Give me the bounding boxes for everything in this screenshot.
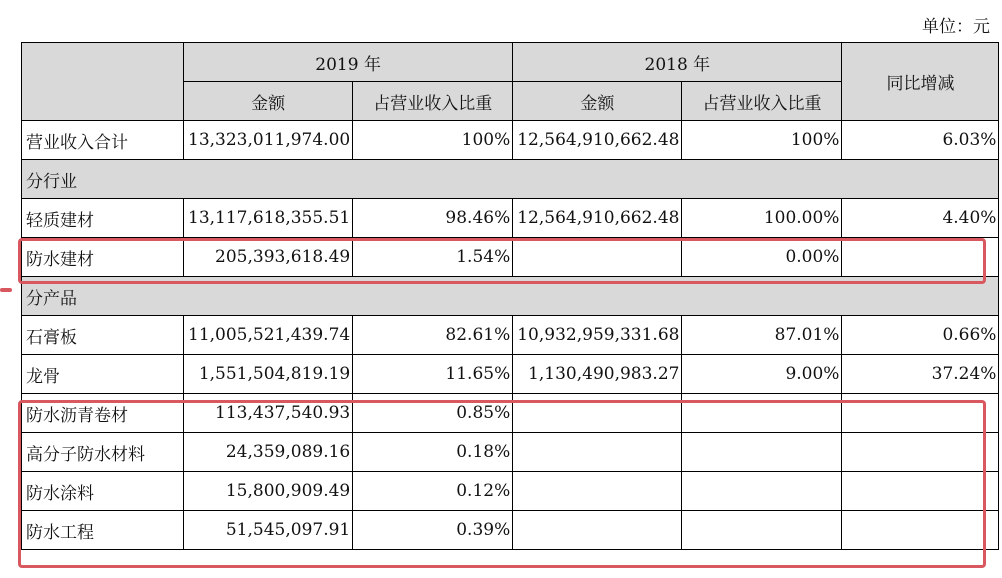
segment-row-industry bbox=[22, 160, 999, 199]
ratio-2019: 1.54% bbox=[353, 238, 513, 277]
ratio-2019: 100% bbox=[353, 121, 513, 160]
table-row bbox=[22, 511, 999, 550]
amount-2018 bbox=[513, 511, 682, 550]
amount-2018: 12,564,910,662.48 bbox=[513, 121, 682, 160]
header-yoy: 同比增减 bbox=[842, 43, 999, 121]
yoy-change bbox=[842, 433, 999, 472]
header-2019: 2019 年 bbox=[184, 43, 513, 82]
yoy-change bbox=[842, 511, 999, 550]
amount-2018 bbox=[513, 472, 682, 511]
table-row bbox=[22, 472, 999, 511]
highlight-marker bbox=[0, 288, 12, 292]
yoy-change: 37.24% bbox=[842, 355, 999, 394]
header-amount-2018: 金额 bbox=[513, 82, 682, 121]
row-label: 龙骨 bbox=[22, 355, 184, 394]
amount-2019: 13,323,011,974.00 bbox=[184, 121, 353, 160]
amount-2018 bbox=[513, 433, 682, 472]
table-row bbox=[22, 121, 999, 160]
row-label: 轻质建材 bbox=[22, 199, 184, 238]
ratio-2019: 11.65% bbox=[353, 355, 513, 394]
unit-label: 单位：元 bbox=[922, 17, 990, 37]
amount-2019: 51,545,097.91 bbox=[184, 511, 353, 550]
ratio-2019: 0.12% bbox=[353, 472, 513, 511]
ratio-2019: 0.39% bbox=[353, 511, 513, 550]
ratio-2018 bbox=[682, 472, 842, 511]
row-label: 石膏板 bbox=[22, 316, 184, 355]
table-row bbox=[22, 199, 999, 238]
header-2018: 2018 年 bbox=[513, 43, 842, 82]
ratio-2018: 100% bbox=[682, 121, 842, 160]
table-row bbox=[22, 316, 999, 355]
amount-2019: 113,437,540.93 bbox=[184, 394, 353, 433]
yoy-change bbox=[842, 472, 999, 511]
amount-2018 bbox=[513, 394, 682, 433]
row-label: 防水沥青卷材 bbox=[22, 394, 184, 433]
amount-2019: 24,359,089.16 bbox=[184, 433, 353, 472]
ratio-2018: 87.01% bbox=[682, 316, 842, 355]
row-label: 营业收入合计 bbox=[22, 121, 184, 160]
ratio-2018: 100.00% bbox=[682, 199, 842, 238]
amount-2019: 15,800,909.49 bbox=[184, 472, 353, 511]
amount-2018: 12,564,910,662.48 bbox=[513, 199, 682, 238]
amount-2019: 1,551,504,819.19 bbox=[184, 355, 353, 394]
ratio-2019: 0.18% bbox=[353, 433, 513, 472]
amount-2018: 1,130,490,983.27 bbox=[513, 355, 682, 394]
ratio-2019: 82.61% bbox=[353, 316, 513, 355]
amount-2018: 10,932,959,331.68 bbox=[513, 316, 682, 355]
row-label: 防水建材 bbox=[22, 238, 184, 277]
header-corner bbox=[22, 43, 184, 121]
ratio-2019: 0.85% bbox=[353, 394, 513, 433]
yoy-change: 6.03% bbox=[842, 121, 999, 160]
amount-2019: 11,005,521,439.74 bbox=[184, 316, 353, 355]
segment-label: 分行业 bbox=[22, 160, 999, 199]
header-ratio-2019: 占营业收入比重 bbox=[353, 82, 513, 121]
table-row bbox=[22, 238, 999, 277]
ratio-2018 bbox=[682, 394, 842, 433]
amount-2019: 13,117,618,355.51 bbox=[184, 199, 353, 238]
header-amount-2019: 金额 bbox=[184, 82, 353, 121]
header-row-years bbox=[22, 43, 999, 82]
segment-row-product bbox=[22, 277, 999, 316]
row-label: 高分子防水材料 bbox=[22, 433, 184, 472]
amount-2018 bbox=[513, 238, 682, 277]
yoy-change bbox=[842, 238, 999, 277]
yoy-change bbox=[842, 394, 999, 433]
amount-2019: 205,393,618.49 bbox=[184, 238, 353, 277]
ratio-2018: 0.00% bbox=[682, 238, 842, 277]
row-label: 防水涂料 bbox=[22, 472, 184, 511]
yoy-change: 4.40% bbox=[842, 199, 999, 238]
table-row bbox=[22, 394, 999, 433]
ratio-2018 bbox=[682, 511, 842, 550]
ratio-2018: 9.00% bbox=[682, 355, 842, 394]
revenue-table bbox=[21, 42, 999, 550]
segment-label: 分产品 bbox=[22, 277, 999, 316]
yoy-change: 0.66% bbox=[842, 316, 999, 355]
table-row bbox=[22, 355, 999, 394]
header-ratio-2018: 占营业收入比重 bbox=[682, 82, 842, 121]
row-label: 防水工程 bbox=[22, 511, 184, 550]
table-row bbox=[22, 433, 999, 472]
ratio-2018 bbox=[682, 433, 842, 472]
ratio-2019: 98.46% bbox=[353, 199, 513, 238]
